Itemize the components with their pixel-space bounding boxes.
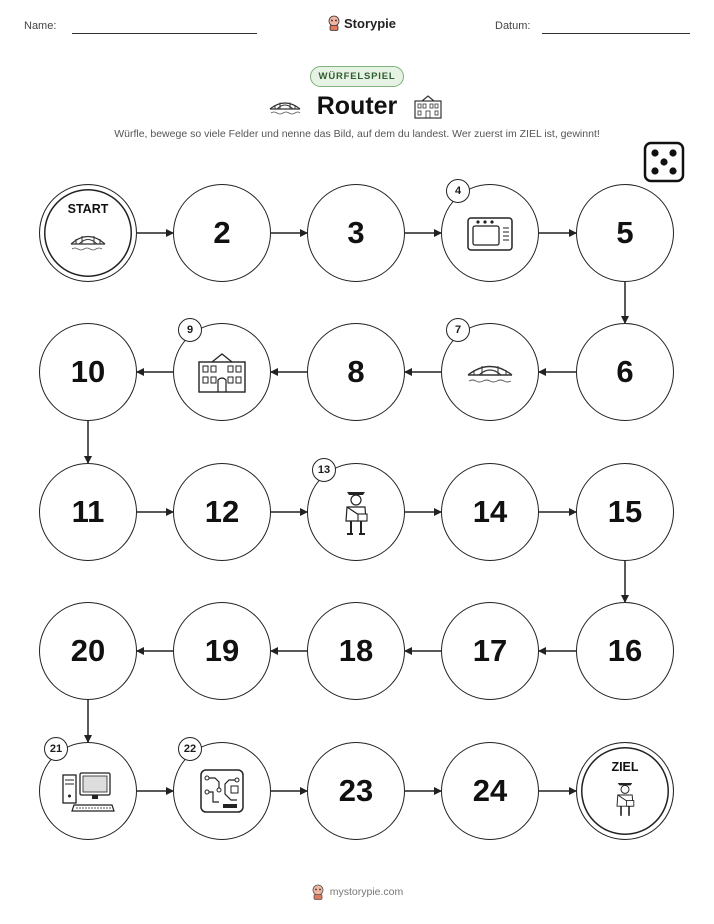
board-cell-10	[39, 323, 137, 421]
finish-label: ZIEL	[611, 760, 639, 774]
storypie-mascot-icon	[311, 884, 325, 900]
mail-carrier-icon	[341, 487, 371, 537]
cell-number: 14	[472, 494, 508, 529]
mail-carrier-icon	[612, 779, 638, 819]
board-cell-2	[173, 184, 271, 282]
board-cell-24	[441, 742, 539, 840]
board-cell-17	[441, 602, 539, 700]
board-cell-22	[173, 742, 271, 840]
oven-icon	[465, 213, 515, 253]
board-cell-15	[576, 463, 674, 561]
cell-number: 24	[472, 773, 508, 808]
board-cell-11	[39, 463, 137, 561]
cell-number: 18	[338, 633, 374, 668]
cell-number: 11	[71, 494, 105, 529]
board-cell-14	[441, 463, 539, 561]
cell-number-badge: 21	[44, 737, 68, 761]
cell-number-badge: 22	[178, 737, 202, 761]
bridge-icon	[68, 227, 108, 255]
cell-number: 16	[607, 633, 643, 668]
board-cell-23	[307, 742, 405, 840]
footer	[0, 884, 714, 900]
board-cell-19	[173, 602, 271, 700]
cell-number: 6	[616, 354, 634, 389]
finish-cell	[576, 742, 674, 840]
board-cell-16	[576, 602, 674, 700]
date-label: Datum:	[495, 20, 531, 32]
cell-number: 15	[607, 494, 643, 529]
page-title: Router	[316, 92, 398, 120]
board-cell-9	[173, 323, 271, 421]
board-cell-13	[307, 463, 405, 561]
board-cell-7	[441, 323, 539, 421]
brand-name: Storypie	[344, 15, 397, 31]
board-cell-3	[307, 184, 405, 282]
cell-number-badge: 9	[178, 318, 202, 342]
cell-number: 2	[213, 215, 231, 250]
cell-number-badge: 13	[312, 458, 336, 482]
cell-number: 10	[70, 354, 106, 389]
cell-number: 23	[338, 773, 374, 808]
computer-icon	[60, 769, 116, 813]
cell-number: 3	[347, 215, 365, 250]
game-type-badge: WÜRFELSPIEL	[310, 66, 404, 87]
board-cell-8	[307, 323, 405, 421]
instructions: Würfle, bewege so viele Felder und nenne das Bild, auf dem du landest. Wer zuerst im ZIEL ist, gewinnt!	[114, 128, 600, 140]
cell-number-badge: 7	[446, 318, 470, 342]
name-label: Name:	[24, 20, 57, 32]
cell-number: 19	[204, 633, 240, 668]
cell-number: 5	[616, 215, 634, 250]
footer-url[interactable]: mystorypie.com	[329, 886, 404, 898]
start-cell	[39, 184, 137, 282]
cell-number: 17	[472, 633, 508, 668]
cell-number: 12	[204, 494, 240, 529]
board-cell-4	[441, 184, 539, 282]
board-cell-12	[173, 463, 271, 561]
board-cell-18	[307, 602, 405, 700]
bridge-icon	[465, 356, 515, 388]
board-cell-21	[39, 742, 137, 840]
board-cell-6	[576, 323, 674, 421]
start-label: START	[67, 202, 109, 216]
circuit-board-icon	[197, 766, 247, 816]
board-cell-20	[39, 602, 137, 700]
cell-number: 8	[347, 354, 365, 389]
cell-number-badge: 4	[446, 179, 470, 203]
cell-number: 20	[70, 633, 106, 668]
building-icon	[195, 350, 249, 394]
board-cell-5	[576, 184, 674, 282]
